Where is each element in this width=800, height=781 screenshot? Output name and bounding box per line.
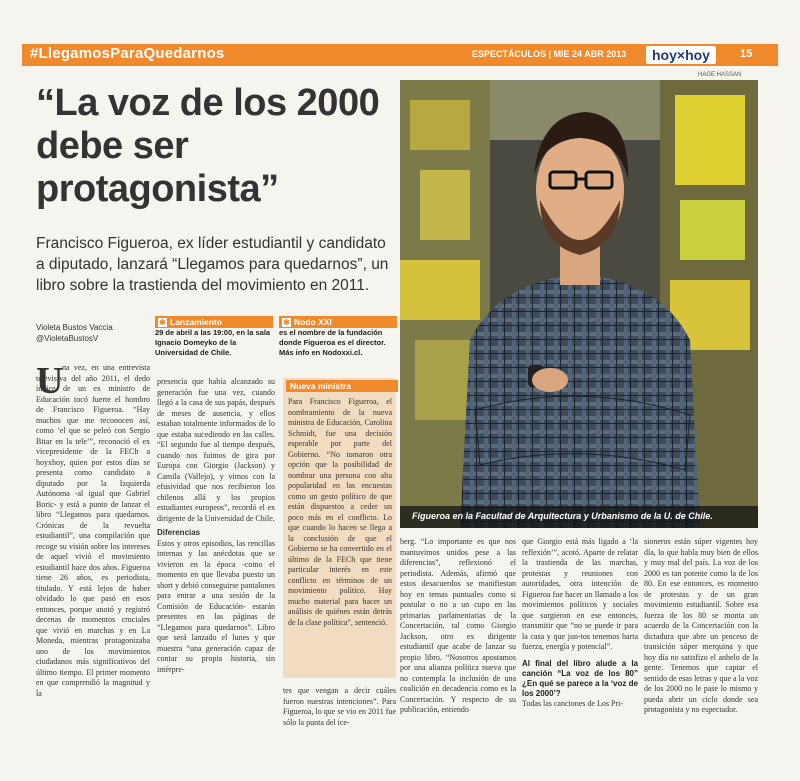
section-date-label: ESPECTÁCULOS | MIE 24 ABR 2013 xyxy=(472,49,627,59)
column-6-text: sioneros están súper vigentes hoy día, lo que habla muy bien de ellos y muy mal del país. La voz de los 2000 es tan potente como la de los 80. En ese entonces, es momento de protestas y de un gran movimiento estudiantil. Sobre esa fuerza de los 80 se monta un acuerdo de la Concertación con la dictadura que abre un proceso de transición súper merquina y que hoy día no satisfizo el anhelo de la gente. Tenemos que captar el sentido de esas letras y que a la voz de los 2000 no le pase lo mismo y pueda abrir un ciclo donde sea protagonista y no espectador. xyxy=(644,537,758,714)
subhead-diferencias: Diferencias xyxy=(157,528,201,537)
photo-caption: Figueroa en la Facultad de Arquitectura y Urbanismo de la U. de Chile. xyxy=(412,511,713,521)
interview-question: Al final del libro alude a la canción “La voz de los 80” ¿En qué se parece a la ‘voz de los 2000’? xyxy=(522,658,638,698)
column-1-text: na vez, en una entrevista televisiva del año 2011, el dedo índice de un ex ministro de Educación tocó fuerte el hombro de Francisco Figueroa. “Hay muchos que me reconocen así, como ‘el que se peleó con Sergio Bitar en la tele’”, reconoció el ex vicepresidente de la FECh a hoyxhoy, quien por estos días se presenta como candidato a diputado por la Izquierda Autónoma -al igual que Gabriel Boric- y está a punto de lanzar el libro “Llegamos para quedarnos. Crónicas de la revuelta estudiantil”, una compilación que recoge su visión sobre los intereses de aquel vivió el movimiento estudiantil hace dos años. Figueroa tiene 26 años, es periodista, titulado. Y está lejos de haber olvidado lo que pasó en esos entonces, porque anotó y registró decenas de momentos cruciales que vivió en marchas y en La Moneda, mientras protagonizaba uno de los movimientos ciudadanos más significativos del último tiempo. El primer momento en que comprendió la magnitud y la xyxy=(36,363,150,698)
portrait-illustration xyxy=(400,80,758,528)
dek-subheadline: Francisco Figueroa, ex líder estudiantil y candidato a diputado, lanzará “Llegamos para quedarnos”, un libro sobre la trastienda del movimiento en 2011. xyxy=(36,235,389,294)
lanzamiento-header xyxy=(155,316,273,328)
portrait-photo xyxy=(400,80,758,528)
nodo-title: Nodo XXI xyxy=(294,317,332,327)
lanzamiento-text: 29 de abril a las 19:00, en la sala Ignacio Domeyko de la Universidad de Chile. xyxy=(155,328,271,357)
nodo-header xyxy=(279,316,397,328)
byline xyxy=(36,322,113,344)
column-2-text: presencia que había alcanzado su generación fue una vez, cuando llegó a la casa de sus papás, después de meses de ausencia, y ellos estaban totalmente informados de lo que estaba sucediendo en las calles. “El segundo fue al tiempo después, cuando nos fuimos de gira por Europa con Giorgio (Jackson) y Camila (Vallejo), y vimos con la efusividad que nos recibieron los chilenos allá y los propios estudiantes europeos”, recordó el ex dirigente de la Universidad de Chile. xyxy=(157,377,275,523)
lanzamiento-title: Lanzamiento xyxy=(170,317,222,327)
column-2b-text: Estos y otros episodios, las rencillas internas y las anécdotas que se vivieron en la época -como el momento en que llevaba puesto un short y debió conseguirse pantalones para entrar a una sesión de la Comisión de Educación- estarán presentes en las páginas de “Llegamos para quedarnos”. Libro que será lanzado el lunes y que muestra “una generación capaz de contar su propia historia, sin intérpre- xyxy=(157,538,275,674)
author-name: Violeta Bustos Vaccia xyxy=(36,323,113,332)
photo-credit: HAGE HASSAN xyxy=(698,72,742,78)
hashtag-label: #LlegamosParaQuedarnos xyxy=(30,45,225,62)
star-icon: ✱ xyxy=(159,318,166,328)
column-2 xyxy=(157,377,275,777)
nodo-text: es el nombre de la fundación donde Figueroa es el director. Más info en Nodoxxi.cl. xyxy=(279,328,386,357)
drop-cap: U xyxy=(36,360,64,402)
page-number: 15 xyxy=(740,48,753,60)
nueva-ministra-text: Para Francisco Figueroa, el nombramiento de la nueva ministra de Educación, Carolina Schmidt, fue una decisión esperable por parte del Gobierno. “No tomaron otra opción que la posibilidad de nombrar una persona con alta popularidad en las encuestas como un gesto político de que están dispuestos a ceder un poco más en el conflicto. Lo que cuando lo hacen se llega a la conclusión de que el Gobierno se ha convertido en el último de la FECh que tiene particular interés en este conflicto en términos de un movimiento político. Hay mucho material para hacer un análisis de quiénes están detrás de la clase política”, sentenció. xyxy=(288,397,392,627)
column-5 xyxy=(522,537,638,777)
author-handle: @VioletaBustosV xyxy=(36,334,99,343)
column-3-text: tes que vengan a decir cuáles fueron nuestras intenciones”. Para Figueroa, lo que se vio en 2011 fue sólo la punta del ice- xyxy=(283,686,396,727)
column-4-text: berg. “Lo importante es que nos mantuvimos unidos pese a las diferencias”, reflexionó el periodista. Además, afirmó que estos desacuerdos se manifiestan hoy en temas puntuales como si postular o no a un cupo en las primarias parlamentarias de la Concertación, tal como Giorgio Jackson, otro ex dirigente estudiantil que acabe de lanzar su propio libro. “Nosotros apostamos por una alianza política nueva que no contempla la inclusión de una coalición en decadencia como es la Concertación. Y respecto de su publicación, entiendo xyxy=(400,537,516,714)
lanzamiento-box xyxy=(155,316,273,358)
column-5-text: que Giorgio está más ligado a ‘la reflexión’”, acotó. Aparte de relatar la trastienda de las marchas, protestas y reuniones con autoridades, otra intención de Figueroa fue hacer un llamado a los movimientos políticos y sociales que surgieron en ese entonces, transmitir que “no se puede ir para la casa y que jun-tos tenemos harta fuerza, energía y potencial”. xyxy=(522,537,638,651)
column-5b-text: Todas las canciones de Los Pri- xyxy=(522,698,623,708)
headline: “La voz de los 2000 debe ser protagonista” xyxy=(36,82,380,210)
nodo-box xyxy=(279,316,397,358)
star-icon: ✱ xyxy=(283,318,290,328)
nueva-ministra-title: Nueva ministra xyxy=(286,380,398,392)
publication-logo: hoy×hoy xyxy=(646,46,716,64)
